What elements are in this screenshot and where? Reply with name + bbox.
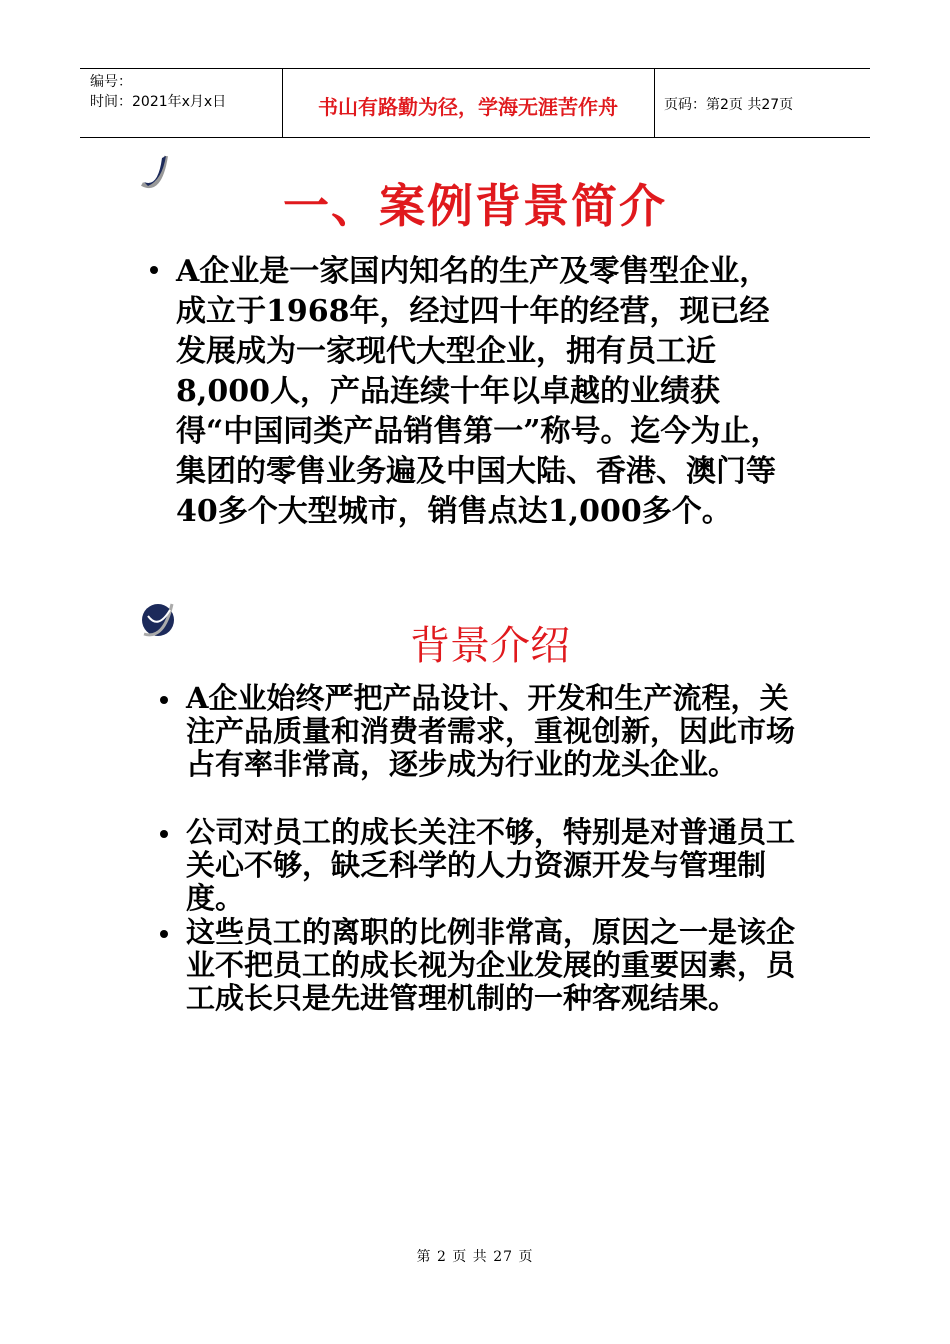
page-info: 页码：第2页 共27页 bbox=[664, 97, 794, 113]
serial-label: 编号： bbox=[90, 74, 132, 90]
section1-title: 一、案例背景简介 bbox=[283, 179, 667, 233]
bullet-dot bbox=[160, 696, 168, 704]
bullet-item: A企业始终严把产品设计、开发和生产流程，关注产品质量和消费者需求，重视创新，因此市场占有率非常高，逐步成为行业的龙头企业。 bbox=[186, 681, 796, 781]
page-header bbox=[80, 68, 870, 138]
bullet-item: 公司对员工的成长关注不够，特别是对普通员工关心不够，缺乏科学的人力资源开发与管理制度。 bbox=[186, 815, 796, 915]
bullet-item: 这些员工的离职的比例非常高，原因之一是该企业不把员工的成长视为企业发展的重要因素，员工成长只是先进管理机制的一种客观结果。 bbox=[186, 915, 796, 1015]
page-footer: 第 2 页 共 27 页 bbox=[416, 1249, 534, 1265]
section1-paragraph: A企业是一家国内知名的生产及零售型企业，成立于1968年，经过四十年的经营，现已经发展成为一家现代大型企业，拥有员工近8,000人，产品连续十年以卓越的业绩获得“中国同类产品销售第一”称号。迄今为止，集团的零售业务遍及中国大陆、香港、澳门等40多个大型城市，销售点达1,000多个。 bbox=[176, 254, 781, 529]
header-motto-cell bbox=[282, 69, 655, 137]
header-meta-cell bbox=[80, 69, 283, 137]
header-page-cell bbox=[654, 69, 870, 137]
date-label: 时间：2021年x月x日 bbox=[90, 94, 227, 110]
bullet-dot bbox=[160, 930, 168, 938]
section2-title: 背景介绍 bbox=[410, 623, 570, 669]
bullet-dot bbox=[150, 266, 158, 274]
motto-text: 书山有路勤为径，学海无涯苦作舟 bbox=[318, 95, 618, 119]
bullet-dot bbox=[160, 830, 168, 838]
